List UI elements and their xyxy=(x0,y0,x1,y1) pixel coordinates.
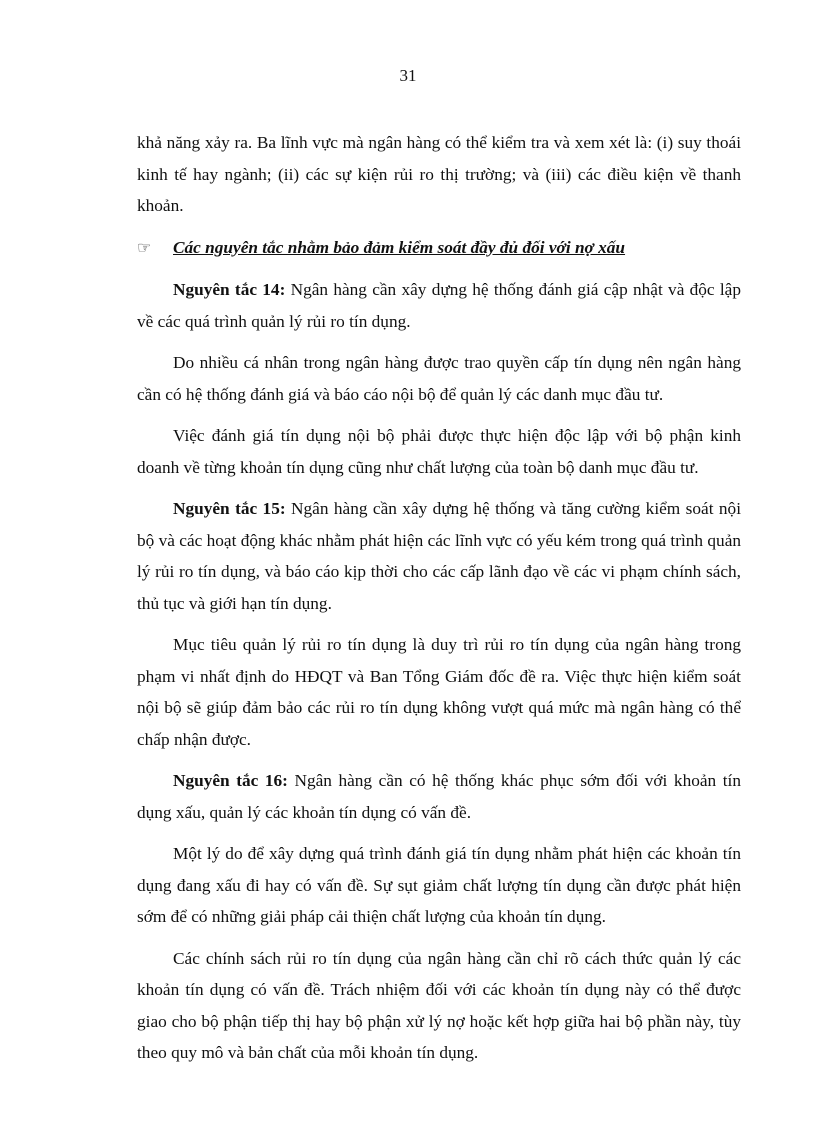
paragraph-internal-reporting: Do nhiều cá nhân trong ngân hàng được trao quyền cấp tín dụng nên ngân hàng cần có hệ thống đánh giá và báo cáo nội bộ để quản lý các danh mục đầu tư. xyxy=(137,353,741,404)
paragraph-independent-review: Việc đánh giá tín dụng nội bộ phải được thực hiện độc lập với bộ phận kinh doanh về từng khoản tín dụng cũng như chất lượng của toàn bộ danh mục đầu tư. xyxy=(137,426,741,477)
section-heading: Các nguyên tắc nhằm bảo đảm kiểm soát đầy đủ đối với nợ xấu xyxy=(173,237,626,257)
paragraph-continuation: khả năng xảy ra. Ba lĩnh vực mà ngân hàng có thể kiểm tra và xem xét là: (i) suy thoái kinh tế hay ngành; (ii) các sự kiện rủi ro thị trường; và (iii) các điều kiện về thanh khoản. xyxy=(137,133,741,215)
principle-15-paragraph xyxy=(137,493,741,619)
principle-16-text: Ngân hàng cần có hệ thống khác phục sớm đối với khoản tín dụng xấu, quản lý các khoản tín dụng có vấn đề. xyxy=(137,771,741,822)
section-heading-line xyxy=(137,232,741,265)
paragraph-early-detection: Một lý do để xây dựng quá trình đánh giá tín dụng nhằm phát hiện các khoản tín dụng đang xấu đi hay có vấn đề. Sự sụt giảm chất lượng tín dụng cần được phát hiện sớm để có những giải pháp cải thiện chất lượng của khoản tín dụng. xyxy=(137,844,741,926)
page-number: 31 xyxy=(399,66,417,85)
principle-14-text: Ngân hàng cần xây dựng hệ thống đánh giá cập nhật và độc lập về các quá trình quản lý rủi ro tín dụng. xyxy=(137,280,741,331)
principle-15-label: Nguyên tắc 15: xyxy=(173,499,286,518)
paragraph-risk-objective: Mục tiêu quản lý rủi ro tín dụng là duy trì rủi ro tín dụng của ngân hàng trong phạm vi nhất định do HĐQT và Ban Tổng Giám đốc đề ra. Việc thực hiện kiểm soát nội bộ sẽ giúp đảm bảo các rủi ro tín dụng không vượt quá mức mà ngân hàng có thể chấp nhận được. xyxy=(137,635,741,749)
principle-14-label: Nguyên tắc 14: xyxy=(173,280,286,299)
principle-15-text: Ngân hàng cần xây dựng hệ thống và tăng cường kiểm soát nội bộ và các hoạt động khác nhằm phát hiện các lĩnh vực có yếu kém trong quá trình quản lý rủi ro tín dụng, và báo cáo kịp thời cho các cấp lãnh đạo về các vi phạm chính sách, thủ tục và giới hạn tín dụng. xyxy=(137,499,741,613)
principle-16-label: Nguyên tắc 16: xyxy=(173,771,288,790)
pointing-hand-icon: ☞ xyxy=(137,239,152,257)
principle-16-paragraph xyxy=(137,765,741,828)
document-body xyxy=(137,127,741,1079)
paragraph-problem-credit-policy: Các chính sách rủi ro tín dụng của ngân hàng cần chỉ rõ cách thức quản lý các khoản tín dụng có vấn đề. Trách nhiệm đối với các khoản tín dụng này có thể được giao cho bộ phận tiếp thị hay bộ phận xử lý nợ hoặc kết hợp giữa hai bộ phần này, tùy theo quy mô và bản chất của mỗi khoản tín dụng. xyxy=(137,948,741,1062)
principle-14-paragraph xyxy=(137,274,741,337)
